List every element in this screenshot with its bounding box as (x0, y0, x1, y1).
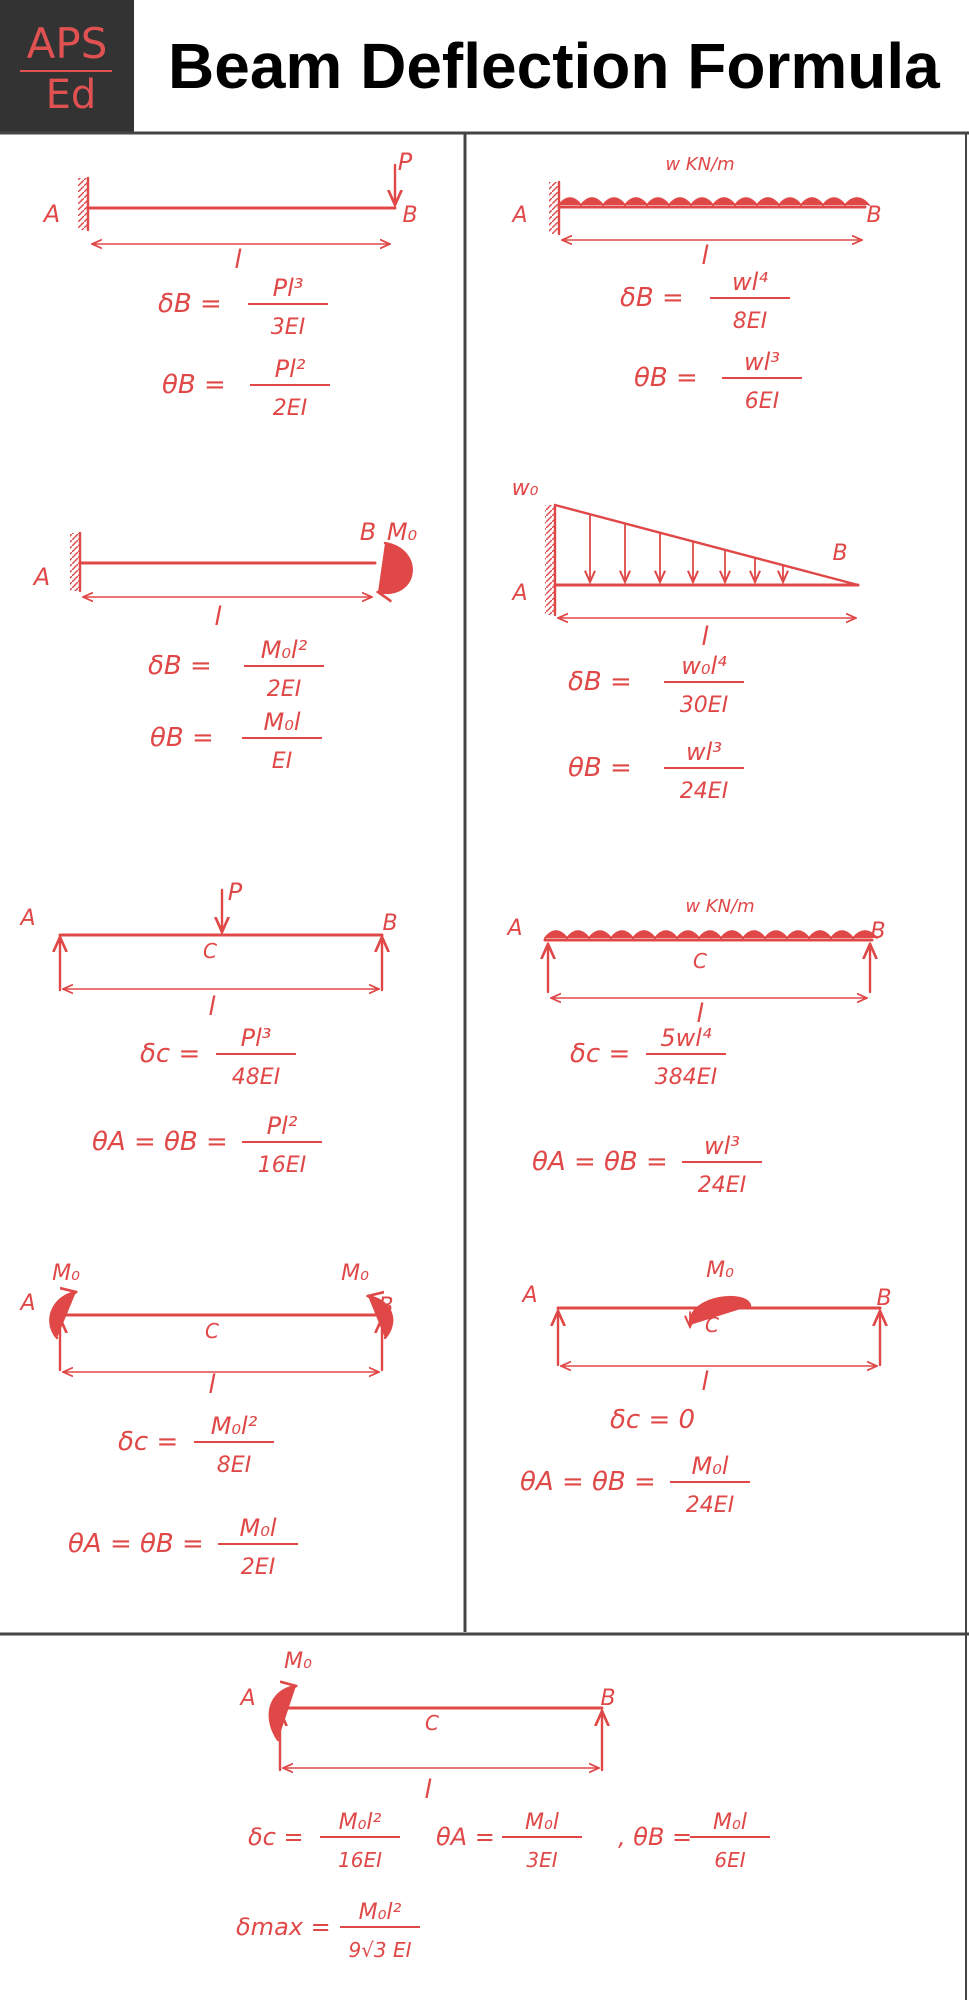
formula-numerator: w₀l⁴ (681, 652, 727, 680)
label-case-3-1: B (832, 541, 848, 566)
case-cantilever-udl (549, 182, 869, 240)
label-case-7-1: B (876, 1286, 892, 1311)
formula-lhs: θA = θB = (92, 1127, 228, 1157)
fixed-support (70, 533, 80, 591)
formula-denominator: 2EI (266, 677, 302, 702)
formula-case-1-1 (634, 348, 802, 414)
formula-lhs: θB = (162, 370, 226, 400)
label-case-0-3: l (234, 245, 242, 275)
formula-case-1-0 (620, 268, 790, 334)
label-case-5-0: A (507, 916, 523, 941)
label-case-1-1: B (866, 203, 882, 228)
formula-case-2-1 (150, 708, 322, 774)
formula-numerator: Pl³ (272, 274, 304, 302)
formula-lhs: θA = θB = (520, 1467, 656, 1497)
formula-denominator: 16EI (257, 1153, 307, 1178)
formula-denominator: 48EI (231, 1065, 281, 1090)
formula-denominator: 16EI (338, 1848, 382, 1872)
load-arrows (590, 516, 783, 582)
formula-numerator: M₀l (713, 1810, 747, 1835)
formula-numerator: Pl² (266, 1112, 298, 1140)
label-case-2-2: M₀ (386, 518, 418, 546)
moment-arrow (690, 1297, 750, 1325)
label-case-3-3: l (701, 622, 709, 652)
label-case-0-1: B (402, 203, 418, 228)
formula-denominator: 24EI (679, 779, 729, 804)
formula-case-7-1 (520, 1452, 750, 1518)
label-case-4-3: C (203, 939, 217, 963)
case-simple-center-moment (558, 1297, 880, 1366)
formula-numerator: M₀l (263, 708, 301, 736)
formula-case-8-1 (436, 1810, 582, 1872)
formula-denominator: 24EI (685, 1493, 735, 1518)
udl-load (559, 198, 869, 205)
formula-lhs: δc = 0 (610, 1405, 696, 1435)
formula-case-4-1 (92, 1112, 322, 1178)
formula-numerator: wl³ (686, 738, 722, 766)
label-case-8-3: C (425, 1711, 439, 1735)
label-case-7-0: A (522, 1283, 538, 1308)
formula-numerator: wl³ (744, 348, 780, 376)
fixed-support (545, 505, 555, 615)
formula-lhs: , θB = (618, 1823, 693, 1851)
formula-denominator: 3EI (526, 1848, 558, 1872)
label-case-7-4: l (701, 1367, 709, 1397)
formula-case-8-3 (236, 1900, 420, 1962)
label-case-7-2: M₀ (706, 1258, 734, 1283)
fixed-support (78, 178, 88, 230)
label-case-0-2: P (397, 148, 413, 176)
label-case-8-0: A (240, 1686, 256, 1711)
label-case-6-3: M₀ (341, 1261, 369, 1286)
page-title: Beam Deflection Formula (168, 30, 940, 102)
formula-denominator: 8EI (216, 1453, 252, 1478)
formula-case-7-0 (610, 1405, 695, 1435)
label-case-1-2: w KN/m (665, 154, 735, 175)
formula-numerator: wl⁴ (732, 268, 768, 296)
label-case-5-2: w KN/m (685, 896, 755, 917)
formula-denominator: 2EI (272, 396, 308, 421)
formula-case-8-2 (618, 1810, 770, 1872)
formula-case-5-0 (570, 1024, 726, 1090)
formula-numerator: M₀l (691, 1452, 729, 1480)
formula-numerator: M₀l² (358, 1900, 402, 1925)
formula-denominator: 6EI (714, 1848, 746, 1872)
label-case-7-3: C (705, 1313, 719, 1337)
formula-lhs: δB = (620, 283, 684, 313)
formula-lhs: δc = (140, 1039, 201, 1069)
case-cantilever-triangular-load (545, 505, 858, 618)
logo-line-2: Ed (45, 72, 97, 118)
label-case-3-2: w₀ (511, 476, 539, 501)
formula-case-0-0 (158, 274, 328, 340)
formula-numerator: wl³ (704, 1132, 740, 1160)
label-case-4-2: P (227, 878, 243, 906)
label-case-6-5: l (208, 1370, 216, 1400)
formula-numerator: M₀l² (338, 1810, 382, 1835)
formula-lhs: θA = θB = (532, 1147, 668, 1177)
label-case-6-4: C (205, 1319, 219, 1343)
formula-denominator: 384EI (654, 1065, 718, 1090)
load-envelope (555, 505, 858, 585)
formula-case-8-0 (248, 1810, 400, 1872)
label-case-5-3: C (693, 949, 707, 973)
formula-lhs: δB = (148, 651, 212, 681)
label-case-5-4: l (696, 999, 704, 1029)
label-case-6-2: M₀ (52, 1261, 80, 1286)
formula-numerator: M₀l² (260, 636, 308, 664)
formula-case-5-1 (532, 1132, 762, 1198)
label-case-3-0: A (512, 581, 528, 606)
case-simple-udl (545, 931, 877, 998)
formula-case-3-1 (568, 738, 744, 804)
label-case-2-1: B (359, 518, 377, 546)
formula-case-6-1 (68, 1514, 298, 1580)
formula-denominator: 24EI (697, 1173, 747, 1198)
case-simple-end-moments (50, 1292, 392, 1372)
udl-load (545, 931, 877, 938)
label-case-4-4: l (208, 992, 216, 1022)
formula-lhs: δB = (158, 289, 222, 319)
label-case-0-0: A (43, 200, 61, 228)
label-case-4-0: A (20, 906, 36, 931)
formula-numerator: M₀l² (210, 1412, 258, 1440)
formula-numerator: M₀l (239, 1514, 277, 1542)
label-case-8-2: M₀ (284, 1649, 312, 1674)
formula-lhs: δc = (570, 1039, 631, 1069)
formula-lhs: δc = (248, 1823, 304, 1851)
formula-case-6-0 (118, 1412, 274, 1478)
label-case-5-1: B (870, 919, 886, 944)
label-case-8-4: l (424, 1775, 432, 1805)
formula-lhs: θB = (568, 753, 632, 783)
label-case-6-1: B (378, 1294, 394, 1319)
formula-numerator: 5wl⁴ (660, 1024, 712, 1052)
formula-denominator: 30EI (679, 693, 729, 718)
formula-denominator: 6EI (744, 389, 780, 414)
formula-lhs: θA = θB = (68, 1529, 204, 1559)
formula-numerator: Pl² (274, 355, 306, 383)
formula-numerator: Pl³ (240, 1024, 272, 1052)
formula-lhs: δB = (568, 667, 632, 697)
label-case-2-0: A (33, 563, 51, 591)
label-case-1-0: A (512, 203, 528, 228)
moment-arrow (270, 1686, 296, 1740)
label-case-2-3: l (214, 602, 222, 632)
label-case-4-1: B (382, 911, 398, 936)
formula-lhs: θB = (634, 363, 698, 393)
formula-case-2-0 (148, 636, 324, 702)
label-case-8-1: B (600, 1686, 616, 1711)
formula-lhs: δc = (118, 1427, 179, 1457)
label-case-1-3: l (701, 241, 709, 271)
formula-denominator: EI (271, 749, 293, 774)
formula-lhs: δmax = (236, 1913, 331, 1941)
logo-line-1: APS (26, 19, 108, 68)
formula-denominator: 3EI (270, 315, 306, 340)
formula-denominator: 9√3 EI (348, 1938, 412, 1962)
formula-denominator: 2EI (240, 1555, 276, 1580)
label-case-6-0: A (20, 1291, 36, 1316)
formula-case-0-1 (162, 355, 330, 421)
fixed-support (549, 182, 559, 234)
formula-numerator: M₀l (525, 1810, 559, 1835)
formula-case-4-0 (140, 1024, 296, 1090)
formula-case-3-0 (568, 652, 744, 718)
case-cantilever-point-load (78, 165, 395, 244)
formula-denominator: 8EI (732, 309, 768, 334)
formula-lhs: θA = (436, 1823, 495, 1851)
formula-lhs: θB = (150, 723, 214, 753)
case-simple-center-point-load (60, 890, 382, 990)
moment-arrow (378, 543, 412, 593)
